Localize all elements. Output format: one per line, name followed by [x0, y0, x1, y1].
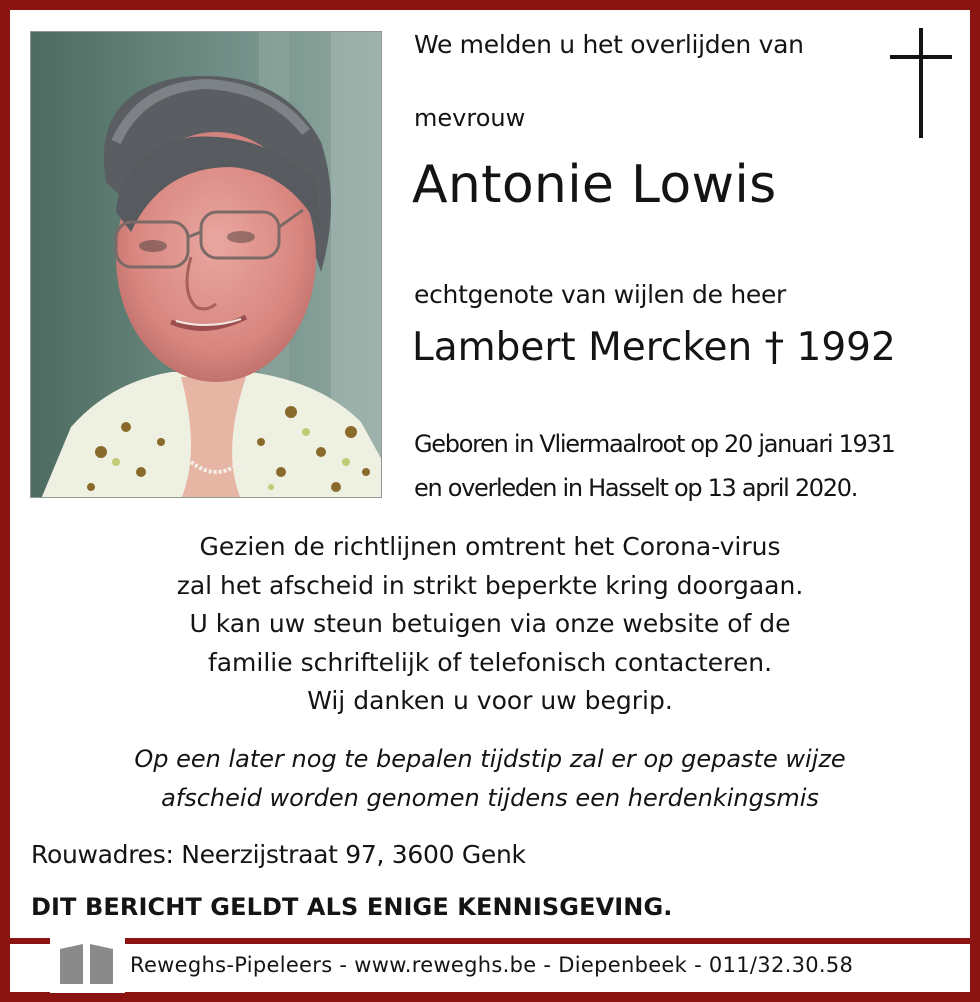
memorial-line: Op een later nog te bepalen tijdstip zal er op gepaste wijze [134, 745, 846, 773]
death-details: en overleden in Hasselt op 13 april 2020. [414, 474, 858, 502]
announcement-intro: We melden u het overlijden van [414, 30, 804, 59]
notice-statement: DIT BERICHT GELDT ALS ENIGE KENNISGEVING. [31, 893, 673, 921]
memorial-line: afscheid worden genomen tijdens een herdenkingsmis [161, 784, 819, 812]
message-line: Wij danken u voor uw begrip. [307, 686, 673, 715]
portrait-photo [30, 31, 382, 498]
message-line: U kan uw steun betuigen via onze website of de [189, 609, 791, 638]
frame-border-top [0, 0, 980, 10]
memorial-note [0, 740, 980, 818]
spouse-intro: echtgenote van wijlen de heer [414, 280, 787, 309]
birth-details: Geboren in Vliermaalroot op 20 januari 1931 [414, 430, 895, 458]
message-line: zal het afscheid in strikt beperkte kring doorgaan. [176, 570, 804, 600]
message-block [0, 528, 980, 721]
spouse-name: Lambert Mercken † 1992 [412, 325, 896, 370]
message-line: familie schriftelijk of telefonisch contacteren. [207, 647, 773, 677]
frame-border-left [0, 0, 10, 1002]
mourning-address: Rouwadres: Neerzijstraat 97, 3600 Genk [31, 840, 526, 869]
frame-border-right [970, 0, 980, 1002]
deceased-name: Antonie Lowis [412, 155, 777, 215]
message-line: Gezien de richtlijnen omtrent het Corona-virus [199, 532, 781, 561]
funeral-home-contact: Reweghs-Pipeleers - www.reweghs.be - Diepenbeek - 011/32.30.58 [130, 953, 854, 977]
cross-icon [890, 28, 954, 138]
frame-border-bottom [0, 992, 980, 1002]
honorific-title: mevrouw [414, 104, 526, 132]
funeral-home-logo-icon [50, 937, 125, 993]
